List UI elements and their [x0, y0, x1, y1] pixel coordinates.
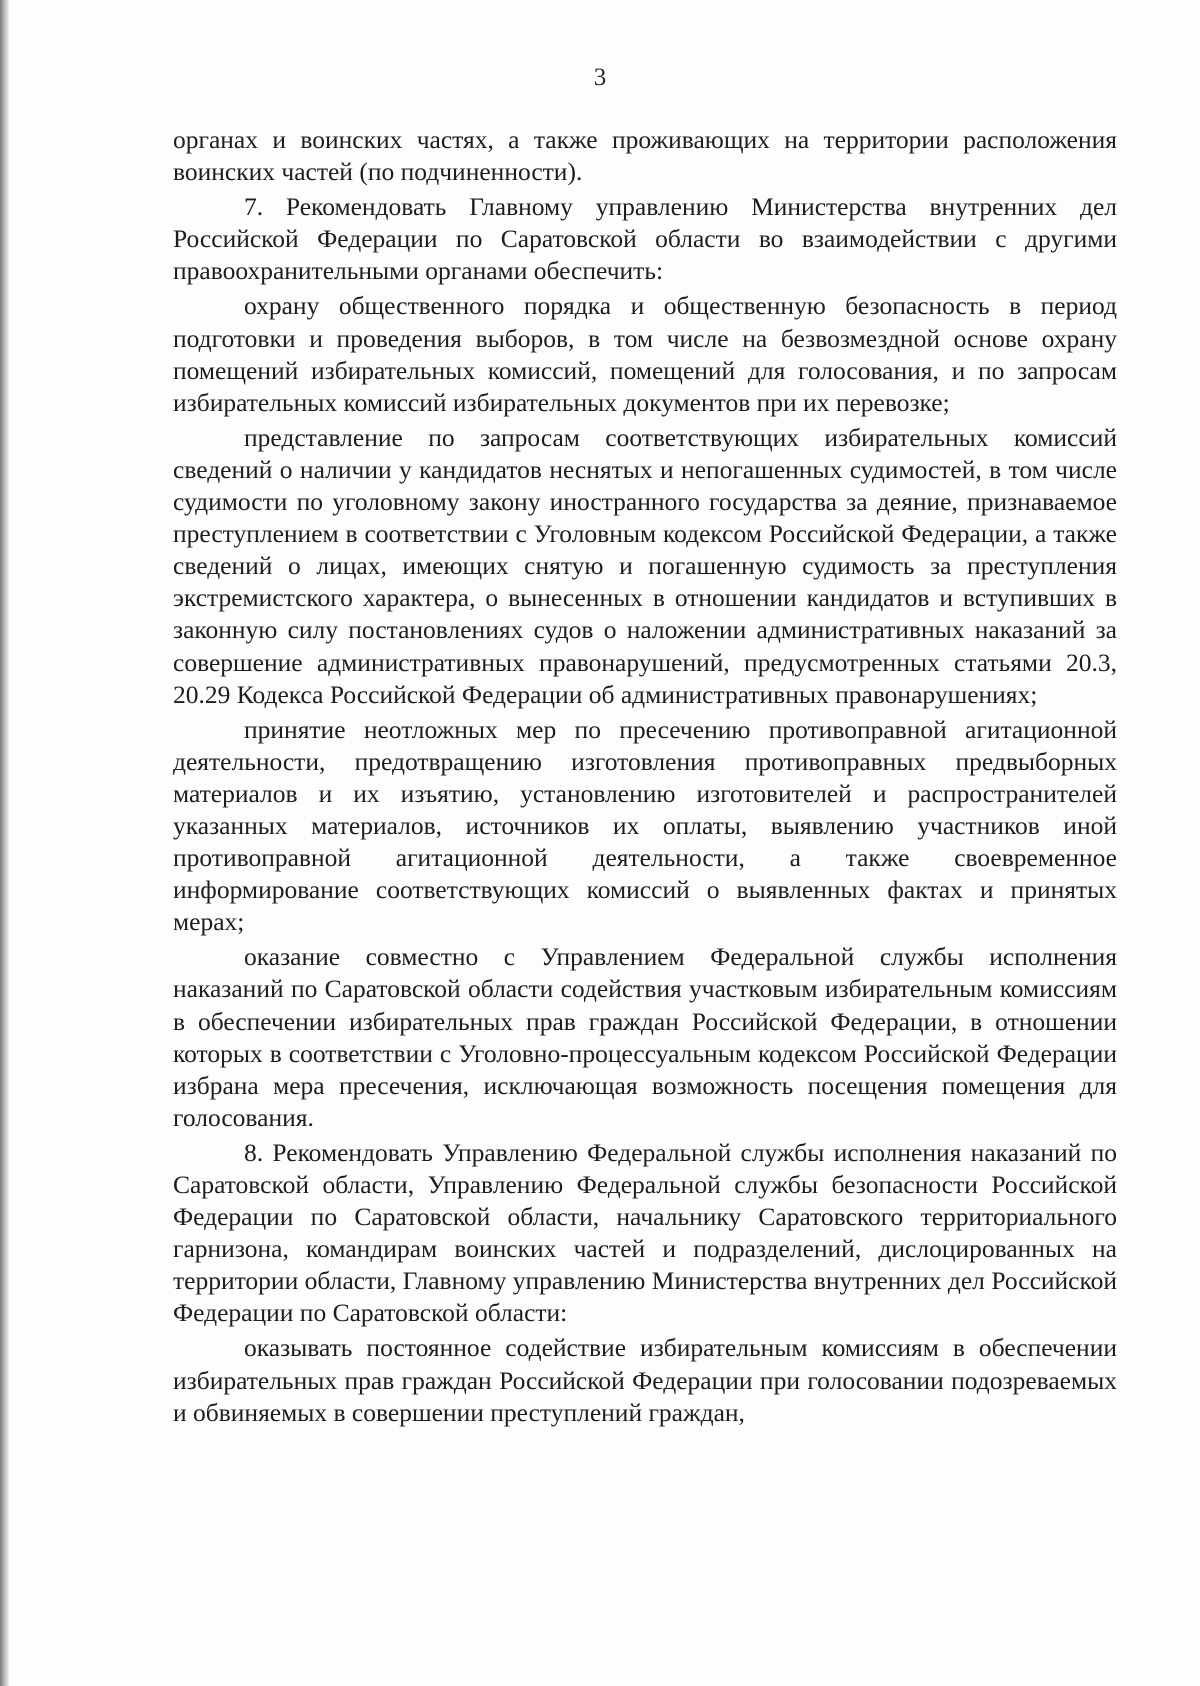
paragraph-item-7-agitation: принятие неотложных мер по пресечению противоправной агитационной деятельности, предотвращению изготовления противоправных предвыборных материалов и их изъятию, установлению изготовителей и распространителей указанных материалов, источников их оплаты, выявлению участников иной противоправной агитационной деятельности, а также своевременное информирование соответствующих комиссий о выявленных фактах и принятых мерах;: [173, 714, 1117, 937]
paragraph-continuation: органах и воинских частях, а также проживающих на территории расположения воинских частей (по подчиненности).: [173, 125, 1117, 187]
page-number: 3: [593, 64, 607, 91]
paragraph-item-7-security: охрану общественного порядка и общественную безопасность в период подготовки и проведения выборов, в том числе на безвозмездной основе охрану помещений избирательных комиссий, помещений для голосования, и по запросам избирательных комиссий избирательных документов при их перевозке;: [173, 291, 1117, 417]
paragraph-item-8: 8. Рекомендовать Управлению Федеральной службы исполнения наказаний по Саратовской области, Управлению Федеральной службы безопасности Российской Федерации по Саратовской области, начальнику Саратовского территориального гарнизона, командирам воинских частей и подразделений, дислоцированных на территории области, Главному управлению Министерства внутренних дел Российской Федерации по Саратовской области:: [173, 1137, 1117, 1328]
paragraph-item-7-information: представление по запросам соответствующих избирательных комиссий сведений о наличии у кандидатов неснятых и непогашенных судимостей, в том числе судимости по уголовному закону иностранного государства за деяние, признаваемое преступлением в соответствии с Уголовным кодексом Российской Федерации, а также сведений о лицах, имеющих снятую и погашенную судимость за преступления экстремистского характера, о вынесенных в отношении кандидатов и вступивших в законную силу постановлениях судов о наложении административных наказаний за совершение административных правонарушений, предусмотренных статьями 20.3, 20.29 Кодекса Российской Федерации об административных правонарушениях;: [173, 422, 1117, 709]
paragraph-item-7-assistance: оказание совместно с Управлением Федеральной службы исполнения наказаний по Саратовской области содействия участковым избирательным комиссиям в обеспечении избирательных прав граждан Российской Федерации, в отношении которых в соответствии с Уголовно-процессуальным кодексом Российской Федерации избрана мера пресечения, исключающая возможность посещения помещения для голосования.: [173, 942, 1117, 1132]
document-body: [173, 124, 1117, 1429]
scan-border: [0, 0, 9, 1686]
paragraph-item-7: 7. Рекомендовать Главному управлению Министерства внутренних дел Российской Федерации по Саратовской области во взаимодействии с другими правоохранительными органами обеспечить:: [173, 192, 1117, 286]
paragraph-item-8-support: оказывать постоянное содействие избирательным комиссиям в обеспечении избирательных прав граждан Российской Федерации при голосовании подозреваемых и обвиняемых в совершении преступлений граждан,: [173, 1333, 1117, 1427]
